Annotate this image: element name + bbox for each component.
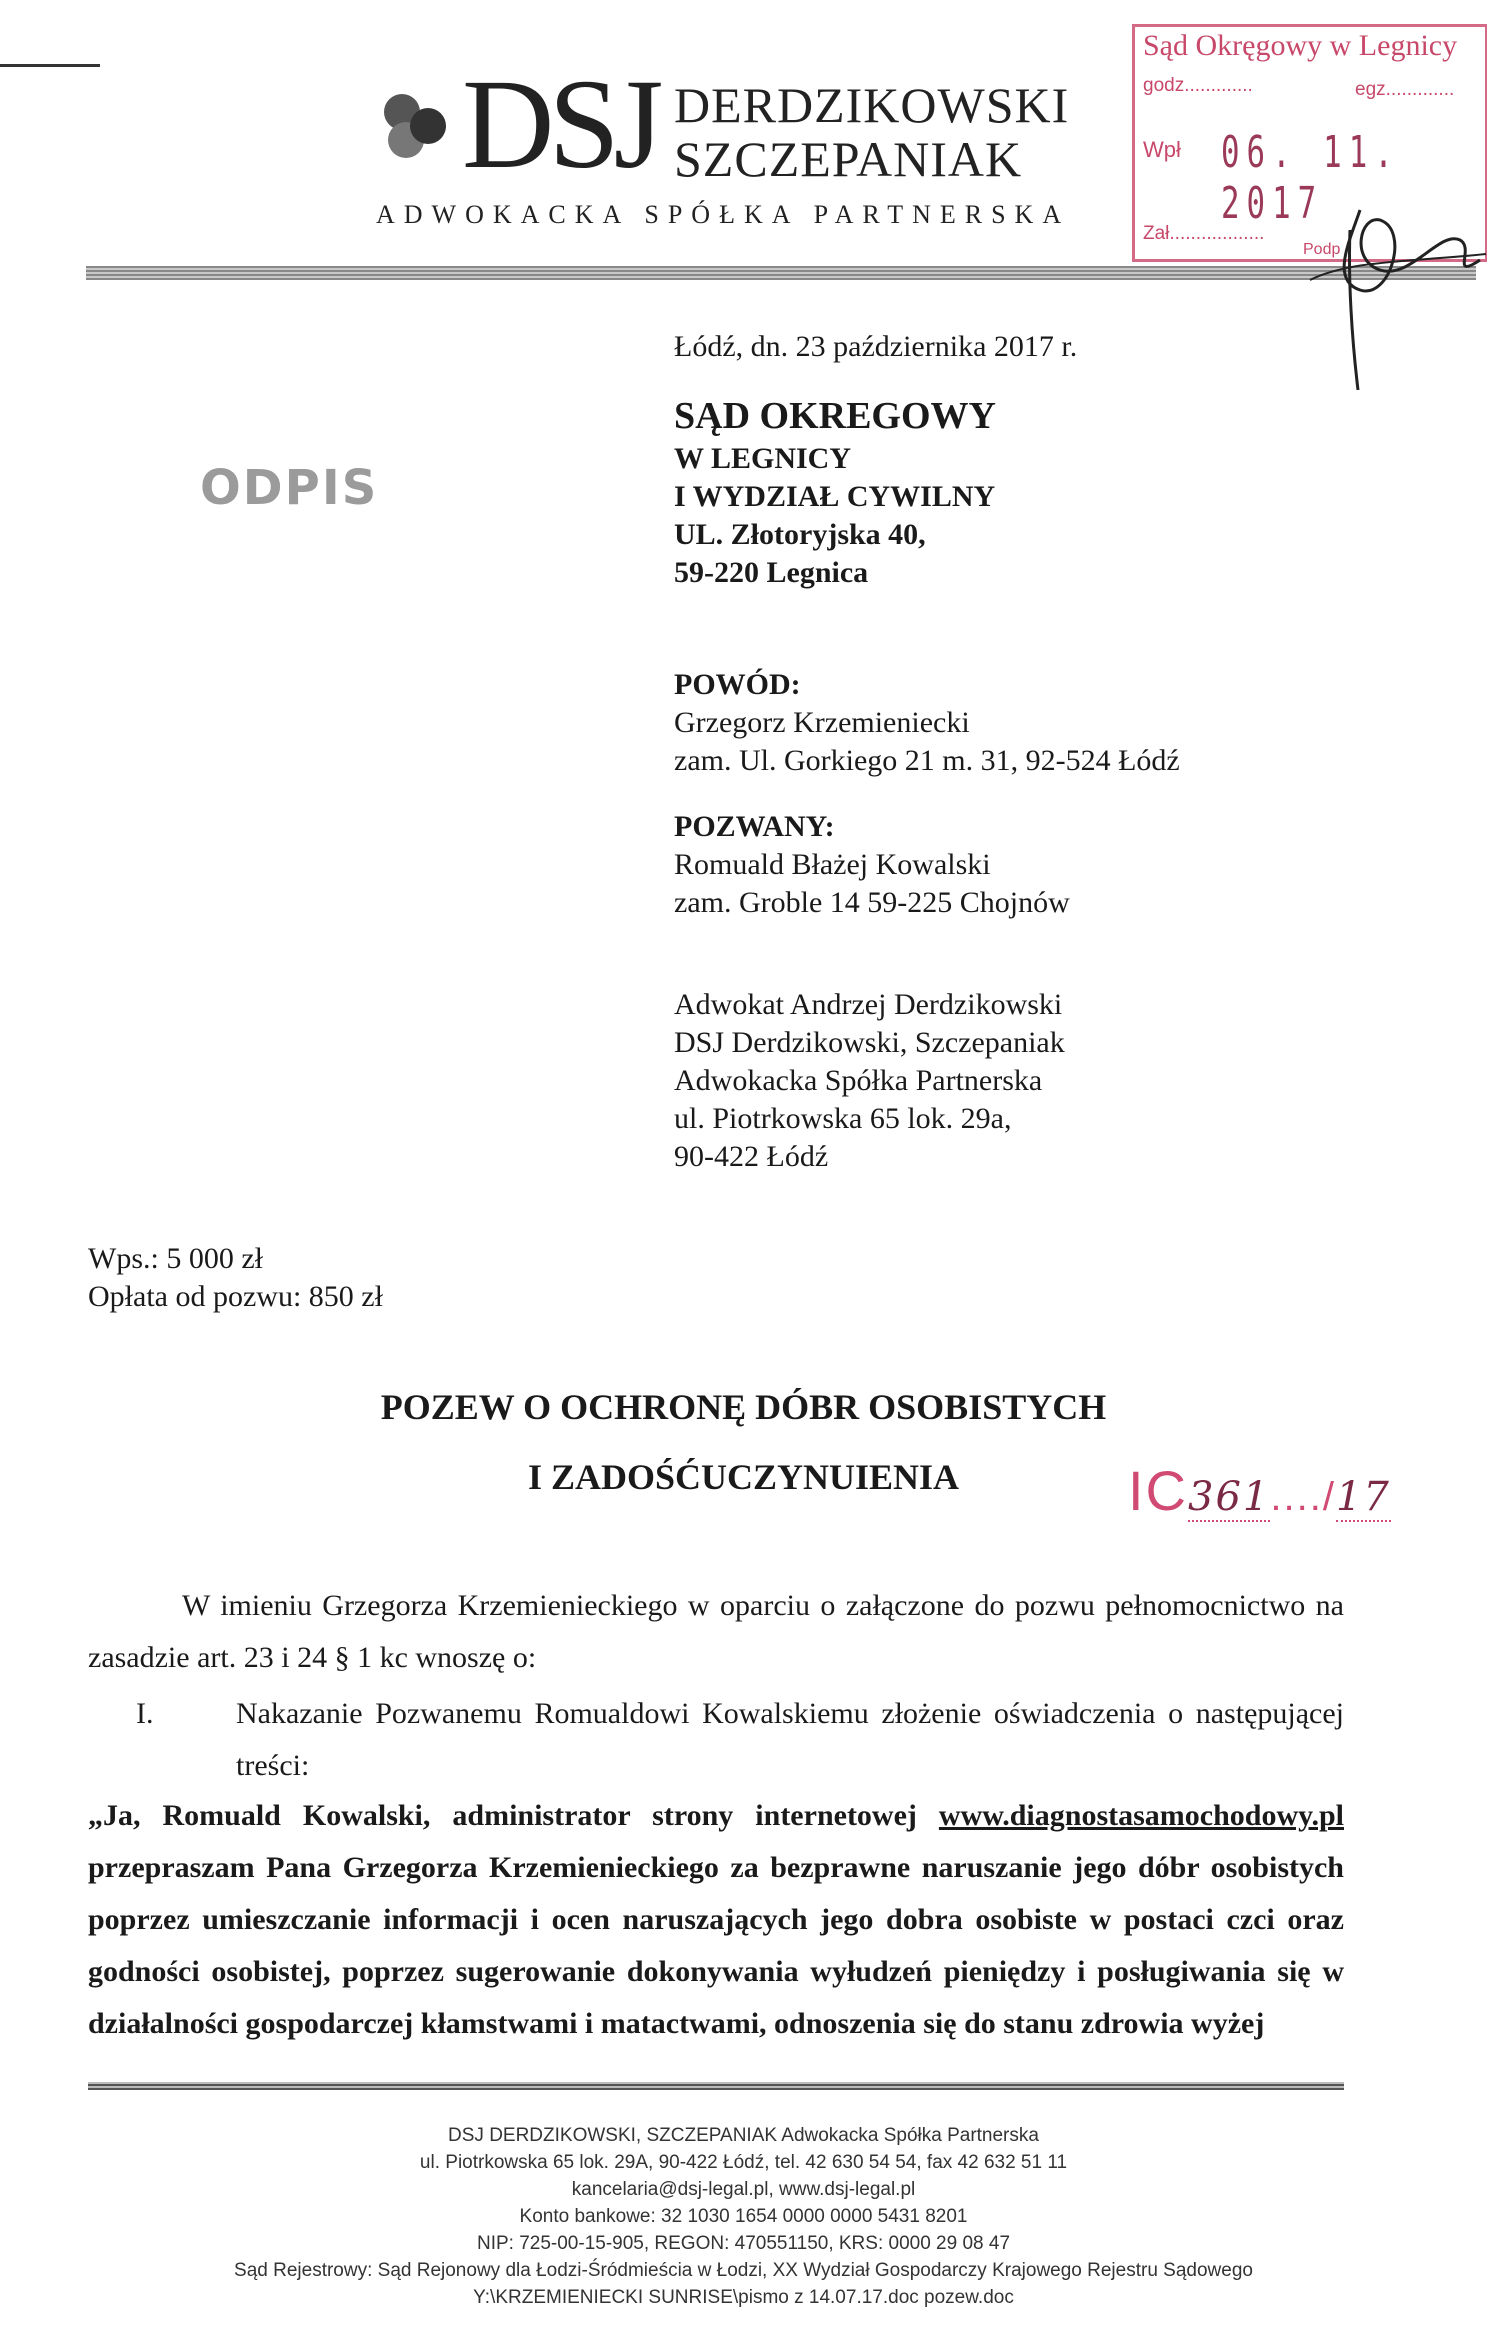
court-division: I WYDZIAŁ CYWILNY (674, 480, 996, 513)
quote-start: „Ja, Romuald Kowalski, administrator strony internetowej (88, 1799, 939, 1832)
stamp-received-date: 06. 11. 2017 (1221, 127, 1400, 229)
footer-registry-ids: NIP: 725-00-15-905, REGON: 470551150, KRS: 0000 29 08 47 (476, 2233, 1011, 2254)
footer-file-path: Y:\KRZEMIENIECKI SUNRISE\pismo z 14.07.17.doc pozew.doc (473, 2287, 1014, 2308)
court-name: SĄD OKREGOWY (674, 395, 996, 437)
item-text: Nakazanie Pozwanemu Romualdowi Kowalskiemu złożenie oświadczenia o następującej treści: (236, 1697, 1344, 1782)
court-postal: 59-220 Legnica (674, 556, 869, 589)
handwritten-signature-icon (1290, 170, 1487, 400)
website-link[interactable]: www.diagnostasamochodowy.pl (938, 1799, 1344, 1832)
footer-address: ul. Piotrkowska 65 lok. 29A, 90-422 Łódź, tel. 42 630 54 54, fax 42 632 51 11 (419, 2152, 1068, 2173)
footer-contact: kancelaria@dsj-legal.pl, www.dsj-legal.pl (571, 2179, 916, 2200)
case-year: 17 (1335, 1474, 1391, 1520)
edge-mark (0, 64, 100, 67)
logo-circles-icon (376, 86, 456, 166)
case-prefix: IC (1128, 1459, 1188, 1522)
item-number: I. (136, 1697, 154, 1730)
plaintiff-label: POWÓD: (674, 668, 801, 701)
stamp-wpl: Wpł (1143, 137, 1181, 162)
apology-statement (88, 1790, 1344, 2050)
footer-divider (88, 2082, 1344, 2090)
attorney-firm-type: Adwokacka Spółka Partnerska (674, 1064, 1043, 1097)
court-address (674, 392, 996, 592)
court-fee: Opłata od pozwu: 850 zł (88, 1280, 383, 1313)
footer (0, 2122, 1487, 2311)
stamp-zal: Zał.................. (1143, 223, 1265, 244)
attorney-street: ul. Piotrkowska 65 lok. 29a, (674, 1102, 1012, 1135)
attorney-firm: DSJ Derdzikowski, Szczepaniak (674, 1026, 1065, 1059)
stamp-godz: godz............. (1143, 75, 1253, 96)
footer-firm: DSJ DERDZIKOWSKI, SZCZEPANIAK Adwokacka Spółka Partnerska (448, 2125, 1039, 2146)
place-date: Łódź, dn. 23 października 2017 r. (674, 330, 1078, 363)
footer-registry-court: Sąd Rejestrowy: Sąd Rejonowy dla Łodzi-Śródmieścia w Łodzi, XX Wydział Gospodarczy Krajowego Rejestru Sądowego (234, 2260, 1253, 2281)
title-line1: POZEW O OCHRONĘ DÓBR OSOBISTYCH (380, 1387, 1107, 1427)
plaintiff-name: Grzegorz Krzemieniecki (674, 706, 970, 739)
stamp-podp: Podp (1303, 241, 1341, 258)
defendant-label: POZWANY: (674, 810, 835, 843)
case-number: 361 (1188, 1474, 1271, 1520)
plaintiff-block (674, 666, 1180, 780)
stamp-court-name: Sąd Okręgowy w Legnicy (1143, 29, 1458, 62)
claim-value-block (88, 1240, 383, 1316)
defendant-address: zam. Groble 14 59-225 Chojnów (674, 886, 1070, 919)
intro-paragraph: W imieniu Grzegorza Krzemienieckiego w oparciu o załączone do pozwu pełnomocnictwo na zasadzie art. 23 i 24 § 1 kc wnoszę o: (88, 1589, 1344, 1674)
defendant-block (674, 808, 1070, 922)
firm-subtitle: ADWOKACKA SPÓŁKA PARTNERSKA (376, 200, 1071, 229)
attorney-name: Adwokat Andrzej Derdzikowski (674, 988, 1063, 1021)
claim-value: Wps.: 5 000 zł (88, 1242, 263, 1275)
firm-name-line1: DERDZIKOWSKI (674, 77, 1070, 133)
stamp-egz: egz............. (1355, 79, 1455, 100)
court-street: UL. Złotoryjska 40, (674, 518, 926, 551)
firm-name-line2: SZCZEPANIAK (674, 131, 1023, 187)
logo-dsj: DSJ (462, 53, 658, 195)
header-divider (86, 266, 1476, 280)
defendant-name: Romuald Błażej Kowalski (674, 848, 991, 881)
firm-name (674, 78, 1069, 186)
case-number-stamp: IC361..../17 (1128, 1459, 1391, 1522)
title-line2: I ZADOŚĆUCZYNUIENIA (527, 1457, 960, 1497)
copy-stamp: ODPIS (200, 460, 379, 516)
footer-bank: Konto bankowe: 32 1030 1654 0000 0000 5431 8201 (519, 2206, 968, 2227)
attorney-postal: 90-422 Łódź (674, 1140, 829, 1173)
plaintiff-address: zam. Ul. Gorkiego 21 m. 31, 92-524 Łódź (674, 744, 1180, 777)
court-city: W LEGNICY (674, 442, 851, 475)
attorney-block (674, 986, 1065, 1176)
quote-rest: przepraszam Pana Grzegorza Krzemienieckiego za bezprawne naruszanie jego dóbr osobistych poprzez umieszczanie informacji i ocen naruszających jego dobra osobiste w postaci czci oraz godności osobistej, poprzez sugerowanie dokonywania wyłudzeń pieniędzy i posługiwania się w działalności gospodarczej kłamstwami i matactwami, odnoszenia się do stanu zdrowia wyżej (88, 1851, 1344, 2040)
